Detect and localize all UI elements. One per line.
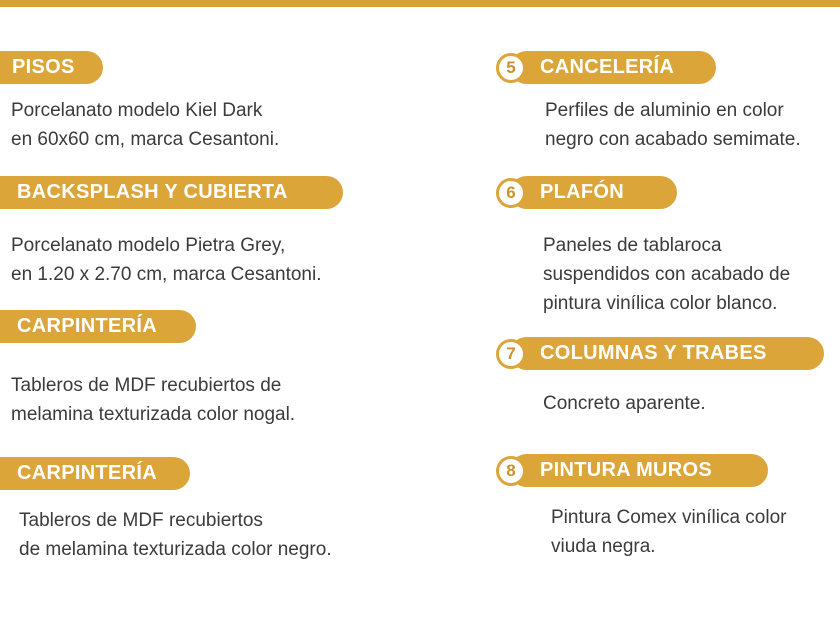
section-title-pisos: PISOS	[0, 51, 103, 84]
top-rule	[0, 0, 840, 7]
desc-line: Porcelanato modelo Kiel Dark	[11, 100, 263, 121]
section-title-carpinteria-nogal: CARPINTERÍA	[0, 310, 196, 343]
section-desc-pintura-muros	[551, 503, 786, 561]
section-desc-backsplash	[11, 231, 322, 289]
section-number-badge: 8	[496, 456, 526, 486]
section-number-badge: 7	[496, 339, 526, 369]
section-desc-carpinteria-negro	[19, 506, 332, 564]
desc-line: en 1.20 x 2.70 cm, marca Cesantoni.	[11, 264, 322, 285]
desc-line: viuda negra.	[551, 536, 656, 557]
section-title-columnas: COLUMNAS Y TRABES	[510, 337, 824, 370]
desc-line: Perfiles de aluminio en color	[545, 100, 784, 121]
desc-line: negro con acabado semimate.	[545, 129, 801, 150]
desc-line: de melamina texturizada color negro.	[19, 539, 332, 560]
desc-line: pintura vinílica color blanco.	[543, 293, 778, 314]
section-desc-pisos	[11, 96, 279, 154]
desc-line: en 60x60 cm, marca Cesantoni.	[11, 129, 280, 150]
section-number-badge: 5	[496, 53, 526, 83]
desc-line: Porcelanato modelo Pietra Grey,	[11, 235, 286, 256]
section-desc-canceleria	[545, 96, 801, 154]
desc-line: Concreto aparente.	[543, 393, 706, 414]
section-desc-carpinteria-nogal	[11, 371, 295, 429]
section-desc-columnas	[543, 389, 706, 418]
section-number-badge: 6	[496, 178, 526, 208]
desc-line: melamina texturizada color nogal.	[11, 404, 296, 425]
desc-line: Tableros de MDF recubiertos de	[11, 375, 282, 396]
section-title-canceleria: CANCELERÍA	[510, 51, 716, 84]
desc-line: Pintura Comex vinílica color	[551, 507, 787, 528]
desc-line: suspendidos con acabado de	[543, 264, 791, 285]
section-title-plafon: PLAFÓN	[510, 176, 677, 209]
section-desc-plafon	[543, 231, 790, 318]
desc-line: Tableros de MDF recubiertos	[19, 510, 263, 531]
desc-line: Paneles de tablaroca	[543, 235, 722, 256]
section-title-carpinteria-negro: CARPINTERÍA	[0, 457, 190, 490]
section-title-backsplash: BACKSPLASH Y CUBIERTA	[0, 176, 343, 209]
section-title-pintura-muros: PINTURA MUROS	[510, 454, 768, 487]
